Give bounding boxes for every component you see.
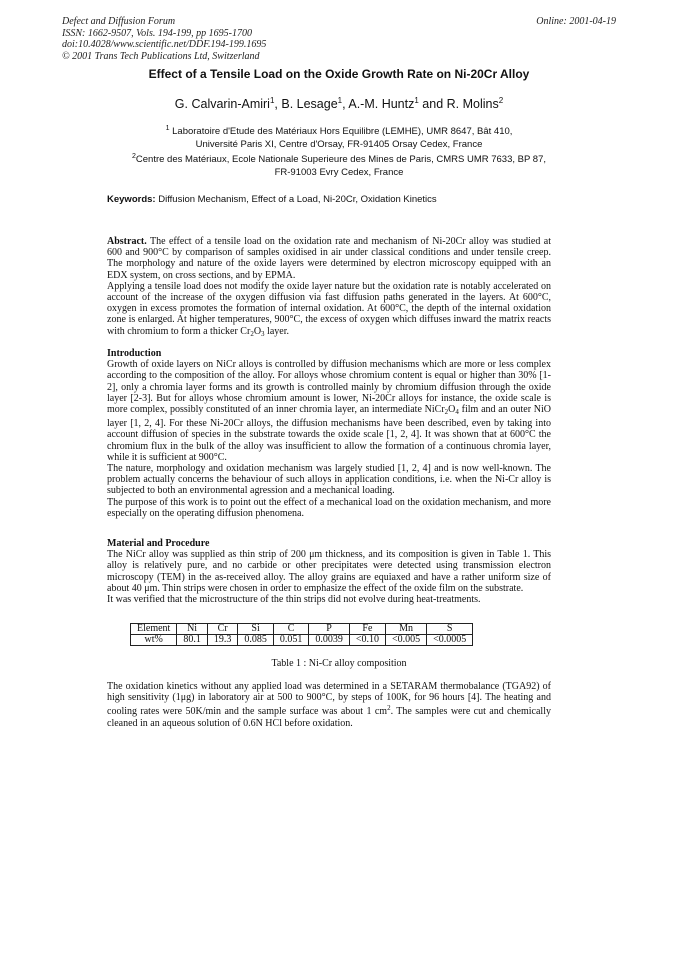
table-cell: <0.10	[349, 635, 385, 646]
table-row	[131, 635, 473, 646]
journal-name: Defect and Diffusion Forum	[62, 16, 176, 27]
author-and: and	[418, 97, 447, 112]
keywords-text: Diffusion Mechanism, Effect of a Load, Ni-20Cr, Oxidation Kinetics	[158, 194, 437, 205]
kinetics-section	[107, 681, 551, 729]
author-affiliation-mark: 1	[337, 96, 343, 105]
affiliation-line: Laboratoire d'Etude des Matériaux Hors Equilibre (LEMHE), UMR 8647, Bât 410,	[172, 126, 513, 138]
table-header-cell: Ni	[177, 624, 208, 635]
material-procedure-section	[107, 538, 551, 605]
abstract-label: Abstract.	[107, 236, 147, 247]
affiliation-1	[0, 122, 678, 151]
table-cell: 80.1	[177, 635, 208, 646]
material-paragraph: The NiCr alloy was supplied as thin strip of 200 μm thickness, and its composition is given in Table 1. This alloy is relatively pure, and no carbide or other precipitates were detected using transmission electron microscopy (TEM) in the as-received alloy. The alloy grains are equiaxed and have a rather uniform size of about 40 μm. Thin strips were chosen in order to emphasize the effect of the oxide film on the substrate.	[107, 549, 551, 594]
table-cell: <0.0005	[427, 635, 473, 646]
subscript: 2	[250, 329, 254, 338]
subscript: 4	[455, 408, 459, 417]
issn-line: ISSN: 1662-9507, Vols. 194-199, pp 1695-1700	[62, 27, 252, 39]
author-affiliation-mark: 1	[269, 96, 275, 105]
table-header-cell: Mn	[385, 624, 426, 635]
material-paragraph: It was verified that the microstructure of the thin strips did not evolve during heat-treatments.	[107, 594, 481, 606]
table-header-cell: Element	[131, 624, 177, 635]
abstract-paragraph: The effect of a tensile load on the oxidation rate and mechanism of Ni-20Cr alloy was studied at 600 and 900°C by comparison of samples oxidised in air under classical conditions and under tensile creep. The morphology and nature of the oxide layers were determined by electron microscopy equipped with an EDX system, on cross sections, and by EPMA.	[107, 236, 551, 281]
formula-part: O	[448, 404, 456, 416]
affiliation-line: Centre des Matériaux, Ecole Nationale Superieure des Mines de Paris, CMRS UMR 7633, BP 87,	[135, 154, 546, 166]
affiliation-line: Université Paris XI, Centre d'Orsay, FR-91405 Orsay Cedex, France	[195, 139, 483, 151]
affiliation-2	[0, 150, 678, 179]
table-header-cell: Cr	[207, 624, 238, 635]
table-header-cell: Si	[238, 624, 274, 635]
table-cell: 0.085	[238, 635, 274, 646]
keywords	[107, 194, 437, 205]
abstract-tail: layer.	[264, 325, 289, 337]
journal-header	[62, 16, 266, 62]
kinetics-paragraph-tail: . The samples were cut and chemically cleaned in an aqueous solution of 0.6N HCl before oxidation.	[107, 706, 551, 729]
table-header-cell: P	[309, 624, 350, 635]
affiliation-line: FR-91003 Evry Cedex, France	[274, 167, 404, 179]
intro-paragraph-tail: film and an outer NiO layer [1, 2, 4]. For these Ni-20Cr alloys, the diffusion mechanisms have been described, even by taking into account diffusion of species in the substrate towards the oxide scale [1, 2, 4]. It was shown that at 600°C the chromium flux in the bulk of the alloy was insufficient to allow the formation of a continuous chromia layer, while it is sufficient at 900°C.	[107, 404, 552, 463]
composition-table	[130, 623, 473, 646]
author-name: G. Calvarin-Amiri	[174, 97, 270, 112]
subscript: 2	[444, 408, 449, 417]
author-name: R. Molins	[446, 97, 499, 112]
copyright-line: © 2001 Trans Tech Publications Ltd, Switzerland	[62, 50, 260, 62]
subscript: 3	[261, 329, 265, 338]
table-caption: Table 1 : Ni-Cr alloy composition	[271, 658, 407, 669]
kinetics-paragraph: The oxidation kinetics without any applied load was determined in a SETARAM thermobalance (TGA92) of high sensitivity (1μg) in laboratory air at 500 to 900°C, by steps of 100K, for 96 hours [4]. The heating and cooling rates were 50K/min and the sample surface was about 1 cm	[107, 681, 551, 718]
table-cell: <0.005	[385, 635, 426, 646]
doi-line[interactable]: doi:10.4028/www.scientific.net/DDF.194-199.1695	[62, 39, 267, 50]
formula-part: O	[253, 325, 262, 337]
abstract-paragraph: Applying a tensile load does not modify the oxide layer nature but the oxidation rate is notably accelerated on account of the increase of the oxygen diffusion via fast diffusion paths generated in the layers. At 600°C, oxygen in excess promotes the formation of internal oxidation. At 600°C, the depth of the internal oxidation zone is enlarged. At higher temperatures, 900°C, the excess of oxygen which diffuses inward the matrix reacts with chromium to form a thicker Cr	[107, 280, 551, 337]
table-header-cell: S	[427, 624, 473, 635]
table-cell: 0.0039	[309, 635, 350, 646]
superscript: 2	[387, 704, 391, 713]
table-header-cell: C	[273, 624, 309, 635]
author-name: A.-M. Huntz	[348, 97, 415, 112]
affiliation-mark: 1	[165, 125, 170, 132]
paper-title: Effect of a Tensile Load on the Oxide Growth Rate on Ni-20Cr Alloy	[148, 67, 530, 81]
author-affiliation-mark: 2	[498, 96, 504, 105]
table-header-cell: Fe	[349, 624, 385, 635]
section-heading: Introduction	[107, 348, 162, 359]
table-header-row	[131, 624, 473, 635]
table-cell: wt%	[131, 635, 177, 646]
table-cell: 19.3	[207, 635, 238, 646]
keywords-label: Keywords:	[107, 194, 156, 205]
author-separator: ,	[342, 97, 349, 112]
online-date: Online: 2001-04-19	[536, 16, 616, 27]
section-heading: Material and Procedure	[107, 538, 210, 549]
author-list	[0, 96, 678, 111]
intro-paragraph: The purpose of this work is to point out the effect of a mechanical load on the oxidation mechanism, and more especially on the operating diffusion phenomena.	[107, 496, 551, 519]
abstract-section	[107, 236, 551, 340]
author-separator: ,	[274, 97, 282, 112]
intro-paragraph: Growth of oxide layers on NiCr alloys is controlled by diffusion mechanisms which are more or less complex according to the composition of the alloy. For alloys whose chromium content is equal or higher than 30% [1-2], only a chromia layer forms and its growth is controlled mainly by chromium diffusion through the oxide layer [2-3]. But for alloys whose chromium amount is lower, Ni-20Cr alloys for instance, the oxide scale is more complex, possibly constituted of an inner chromia layer, an intermediate NiCr	[107, 359, 551, 416]
table-cell: 0.051	[273, 635, 309, 646]
author-name: B. Lesage	[281, 97, 338, 112]
author-affiliation-mark: 1	[414, 96, 419, 105]
introduction-section	[107, 348, 551, 519]
affiliation-mark: 2	[131, 153, 136, 160]
intro-paragraph: The nature, morphology and oxidation mechanism was largely studied [1, 2, 4] and is now well-known. The problem actually concerns the behaviour of such alloys in application conditions, i.e. when the Ni-Cr alloy is subjected to both an environmental agression and a mechanical loading.	[107, 463, 551, 497]
